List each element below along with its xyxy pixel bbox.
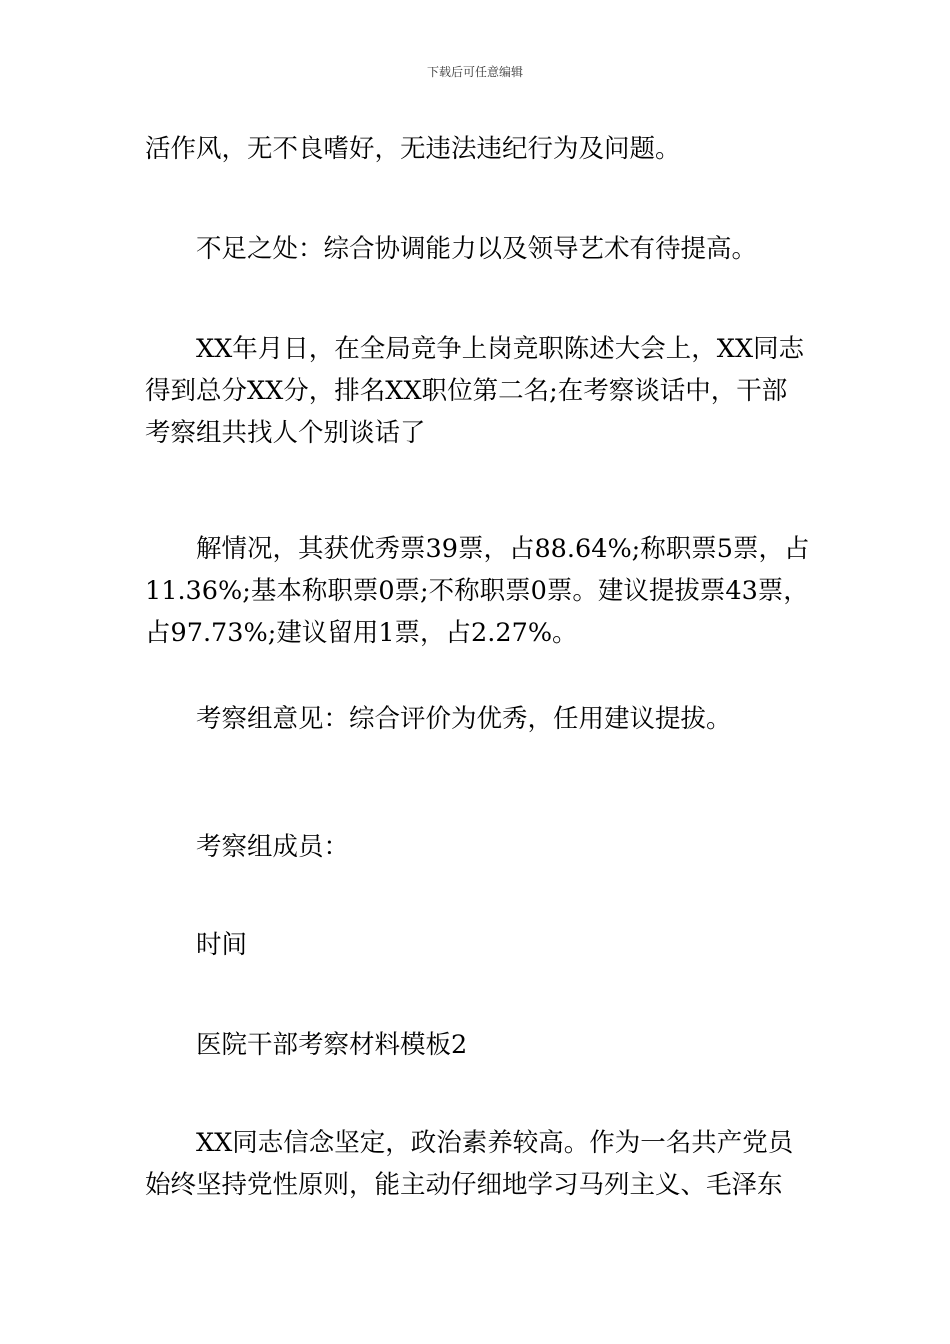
paragraph-continuation: 活作风，无不良嗜好，无违法违纪行为及问题。: [145, 134, 681, 164]
section-heading: 医院干部考察材料模板2: [196, 1030, 468, 1060]
paragraph-section-body: XX同志信念坚定，政治素养较高。作为一名共产党员始终坚持党性原则，能主动仔细地学习马列主义、毛泽东: [145, 1128, 794, 1200]
page-header: 下载后可任意编辑: [426, 65, 523, 79]
paragraph-opinion: 考察组意见：综合评价为优秀，任用建议提拔。: [196, 704, 732, 734]
paragraph-vote-results: 解情况，其获优秀票39票，占88.64%;称职票5票，占11.36%;基本称职票0票;不称职票0票。建议提拔票43票，占97.73%;建议留用1票，占2.27%。: [145, 534, 810, 648]
paragraph-competition-result: XX年月日，在全局竞争上岗竞职陈述大会上，XX同志得到总分XX分，排名XX职位第二名;在考察谈话中，干部考察组共找人个别谈话了: [145, 334, 805, 448]
paragraph-members: 考察组成员：: [196, 832, 350, 862]
paragraph-shortcomings: 不足之处：综合协调能力以及领导艺术有待提高。: [196, 234, 758, 264]
paragraph-time: 时间: [196, 930, 248, 960]
